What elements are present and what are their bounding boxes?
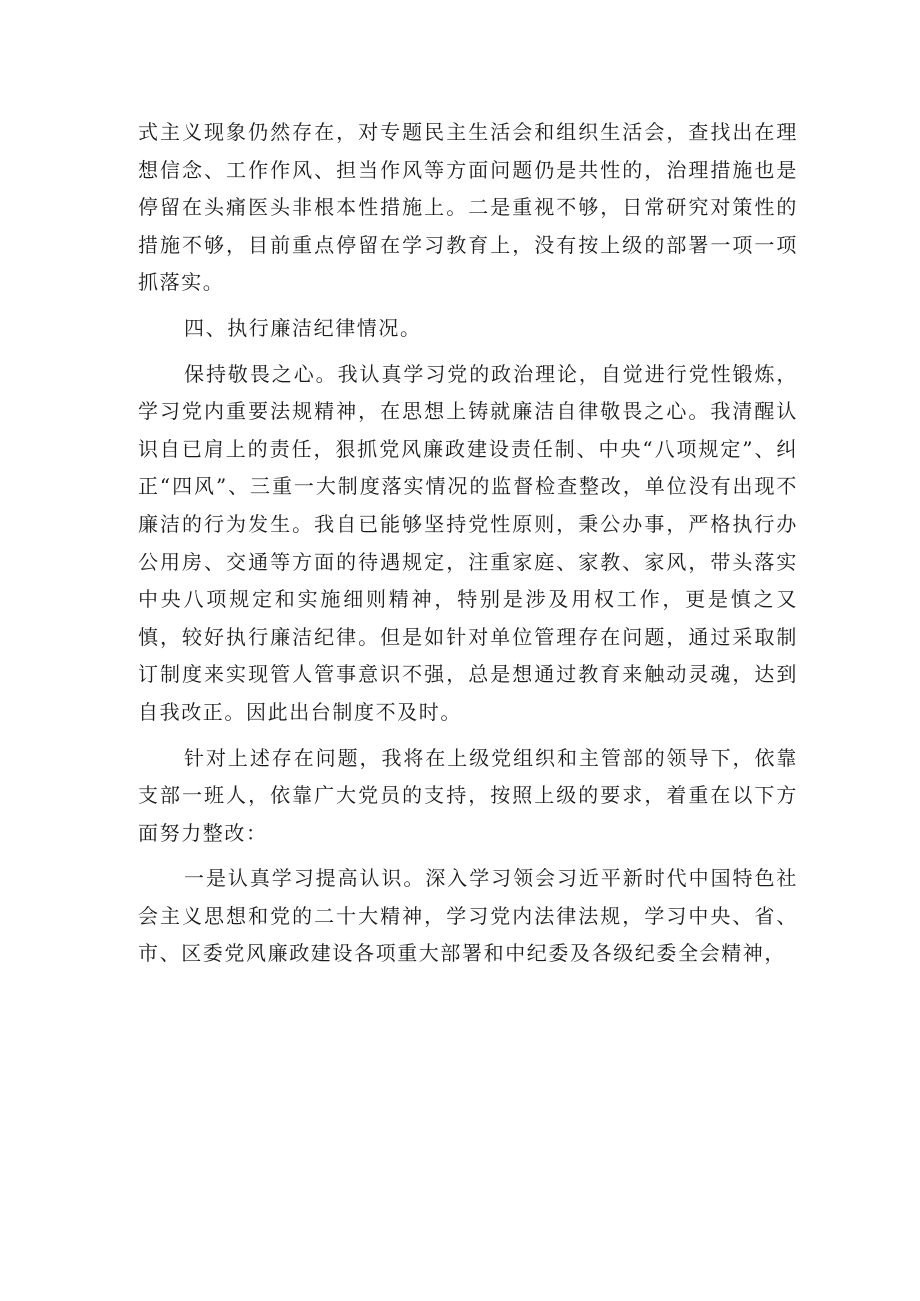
paragraph: 一是认真学习提高认识。深入学习领会习近平新时代中国特色社会主义思想和党的二十大精神，学习党内法律法规，学习中央、省、市、区委党风廉政建设各项重大部署和中纪委及各级纪委全会精神， [138,866,798,966]
document-body [138,114,798,973]
paragraph-continuation: 式主义现象仍然存在，对专题民主生活会和组织生活会，查找出在理想信念、工作作风、担当作风等方面问题仍是共性的，治理措施也是停留在头痛医头非根本性措施上。二是重视不够，日常研究对策性的措施不够，目前重点停留在学习教育上，没有按上级的部署一项一项抓落实。 [138,120,798,295]
paragraph: 保持敬畏之心。我认真学习党的政治理论，自觉进行党性锻炼，学习党内重要法规精神，在思想上铸就廉洁自律敬畏之心。我清醒认识自已肩上的责任，狠抓党风廉政建设责任制、中央“八项规定”、纠正“四风”、三重一大制度落实情况的监督检查整改，单位没有出现不廉洁的行为发生。我自已能够坚持党性原则，秉公办事，严格执行办公用房、交通等方面的待遇规定，注重家庭、家教、家风，带头落实中央八项规定和实施细则精神，特别是涉及用权工作，更是慎之又慎，较好执行廉洁纪律。但是如针对单位管理存在问题，通过采取制订制度来实现管人管事意识不强，总是想通过教育来触动灵魂，达到自我改正。因此出台制度不及时。 [138,361,798,724]
paragraph: 针对上述存在问题，我将在上级党组织和主管部的领导下，依靠支部一班人，依靠广大党员的支持，按照上级的要求，着重在以下方面努力整改： [138,745,798,845]
section-heading: 四、执行廉洁纪律情况。 [184,315,422,340]
